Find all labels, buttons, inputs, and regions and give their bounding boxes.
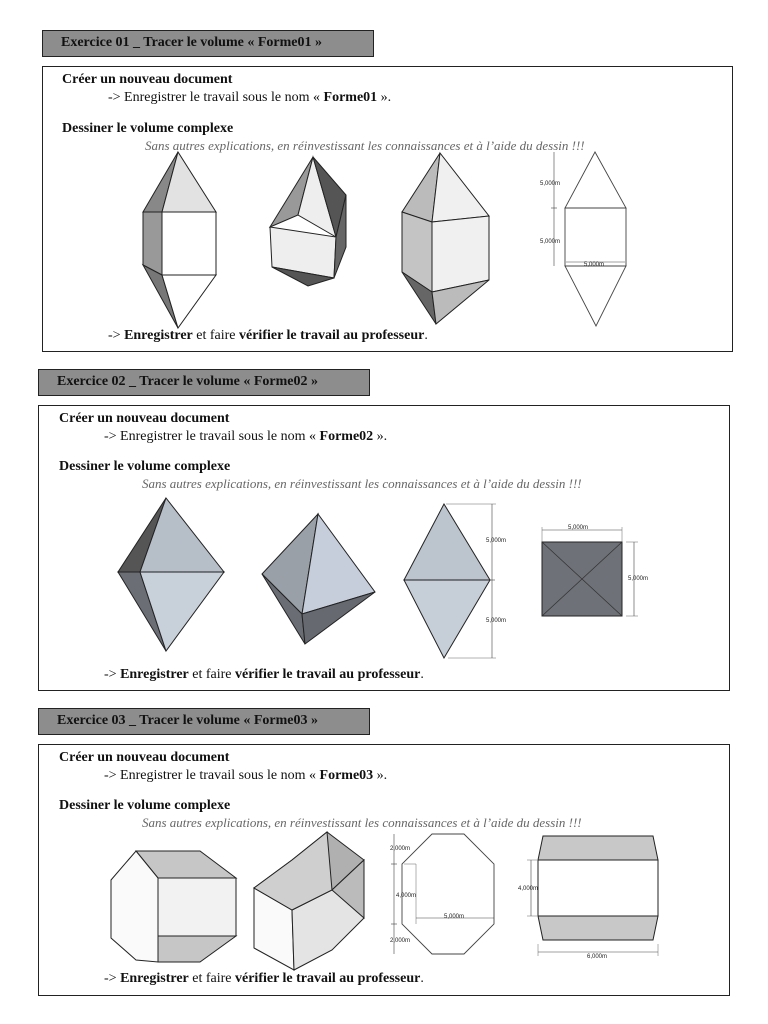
create-doc-label: Créer un nouveau document [59, 411, 230, 426]
forme03-dimension-drawing [386, 832, 501, 962]
forme03-side-view [515, 834, 665, 959]
exercise-3-header [38, 708, 370, 735]
forme03-view-iso-2 [252, 830, 367, 975]
draw-title: Dessiner le volume complexe [62, 121, 234, 136]
forme01-view-perspective [400, 152, 492, 327]
hint-text: Sans autres explications, en réinvestissant les connaissances et à l’aide du dessin !!! [145, 138, 585, 153]
draw-title: Dessiner le volume complexe [59, 459, 231, 474]
exercise-1-header [42, 30, 374, 57]
save-instruction: -> Enregistrer le travail sous le nom « Forme03 ». [104, 768, 388, 783]
forme02-view-front [116, 496, 226, 656]
hint-text: Sans autres explications, en réinvestissant les connaissances et à l’aide du dessin !!! [142, 476, 582, 491]
footer-instruction: -> Enregistrer et faire vérifier le travail au professeur. [108, 328, 428, 343]
exercise-2-title: Exercice 02 _ Tracer le volume « Forme02 » [57, 374, 318, 389]
dim-square-h-label: 5,000m [628, 576, 649, 582]
hint-text: Sans autres explications, en réinvestissant les connaissances et à l’aide du dessin !!! [142, 815, 582, 830]
exercise-1-title: Exercice 01 _ Tracer le volume « Forme01 » [61, 35, 322, 50]
dim-top-label: 5,000m [540, 181, 561, 187]
dim-side-h-label: 4,000m [518, 886, 539, 892]
exercise-3-title: Exercice 03 _ Tracer le volume « Forme03 » [57, 713, 318, 728]
save-instruction: -> Enregistrer le travail sous le nom « Forme02 ». [104, 429, 388, 444]
draw-title: Dessiner le volume complexe [59, 798, 231, 813]
forme03-view-iso-1 [108, 848, 240, 968]
dim-a-label: 2,000m [390, 846, 411, 852]
forme01-dimension-drawing [538, 150, 638, 330]
dim-top-label: 5,000m [486, 538, 507, 544]
save-instruction: -> Enregistrer le travail sous le nom « Forme01 ». [108, 90, 392, 105]
forme02-view-plan [530, 522, 660, 622]
dim-width-label: 5,000m [584, 262, 605, 268]
dim-side-w-label: 6,000m [587, 954, 608, 960]
exercise-2-header [38, 369, 370, 396]
create-doc-label: Créer un nouveau document [62, 72, 233, 87]
dim-width-label: 5,000m [444, 914, 465, 920]
dim-square-w-label: 5,000m [568, 525, 589, 531]
dim-bottom-label: 5,000m [486, 618, 507, 624]
forme02-view-elevation [400, 502, 520, 664]
forme01-view-front [140, 150, 220, 330]
forme01-view-iso [268, 155, 353, 290]
dim-middle-label: 5,000m [540, 239, 561, 245]
create-doc-label: Créer un nouveau document [59, 750, 230, 765]
dim-c-label: 2,000m [390, 938, 411, 944]
footer-instruction: -> Enregistrer et faire vérifier le travail au professeur. [104, 667, 424, 682]
forme02-view-iso [260, 512, 378, 647]
dim-b-label: 4,000m [396, 893, 417, 899]
footer-instruction: -> Enregistrer et faire vérifier le travail au professeur. [104, 971, 424, 986]
